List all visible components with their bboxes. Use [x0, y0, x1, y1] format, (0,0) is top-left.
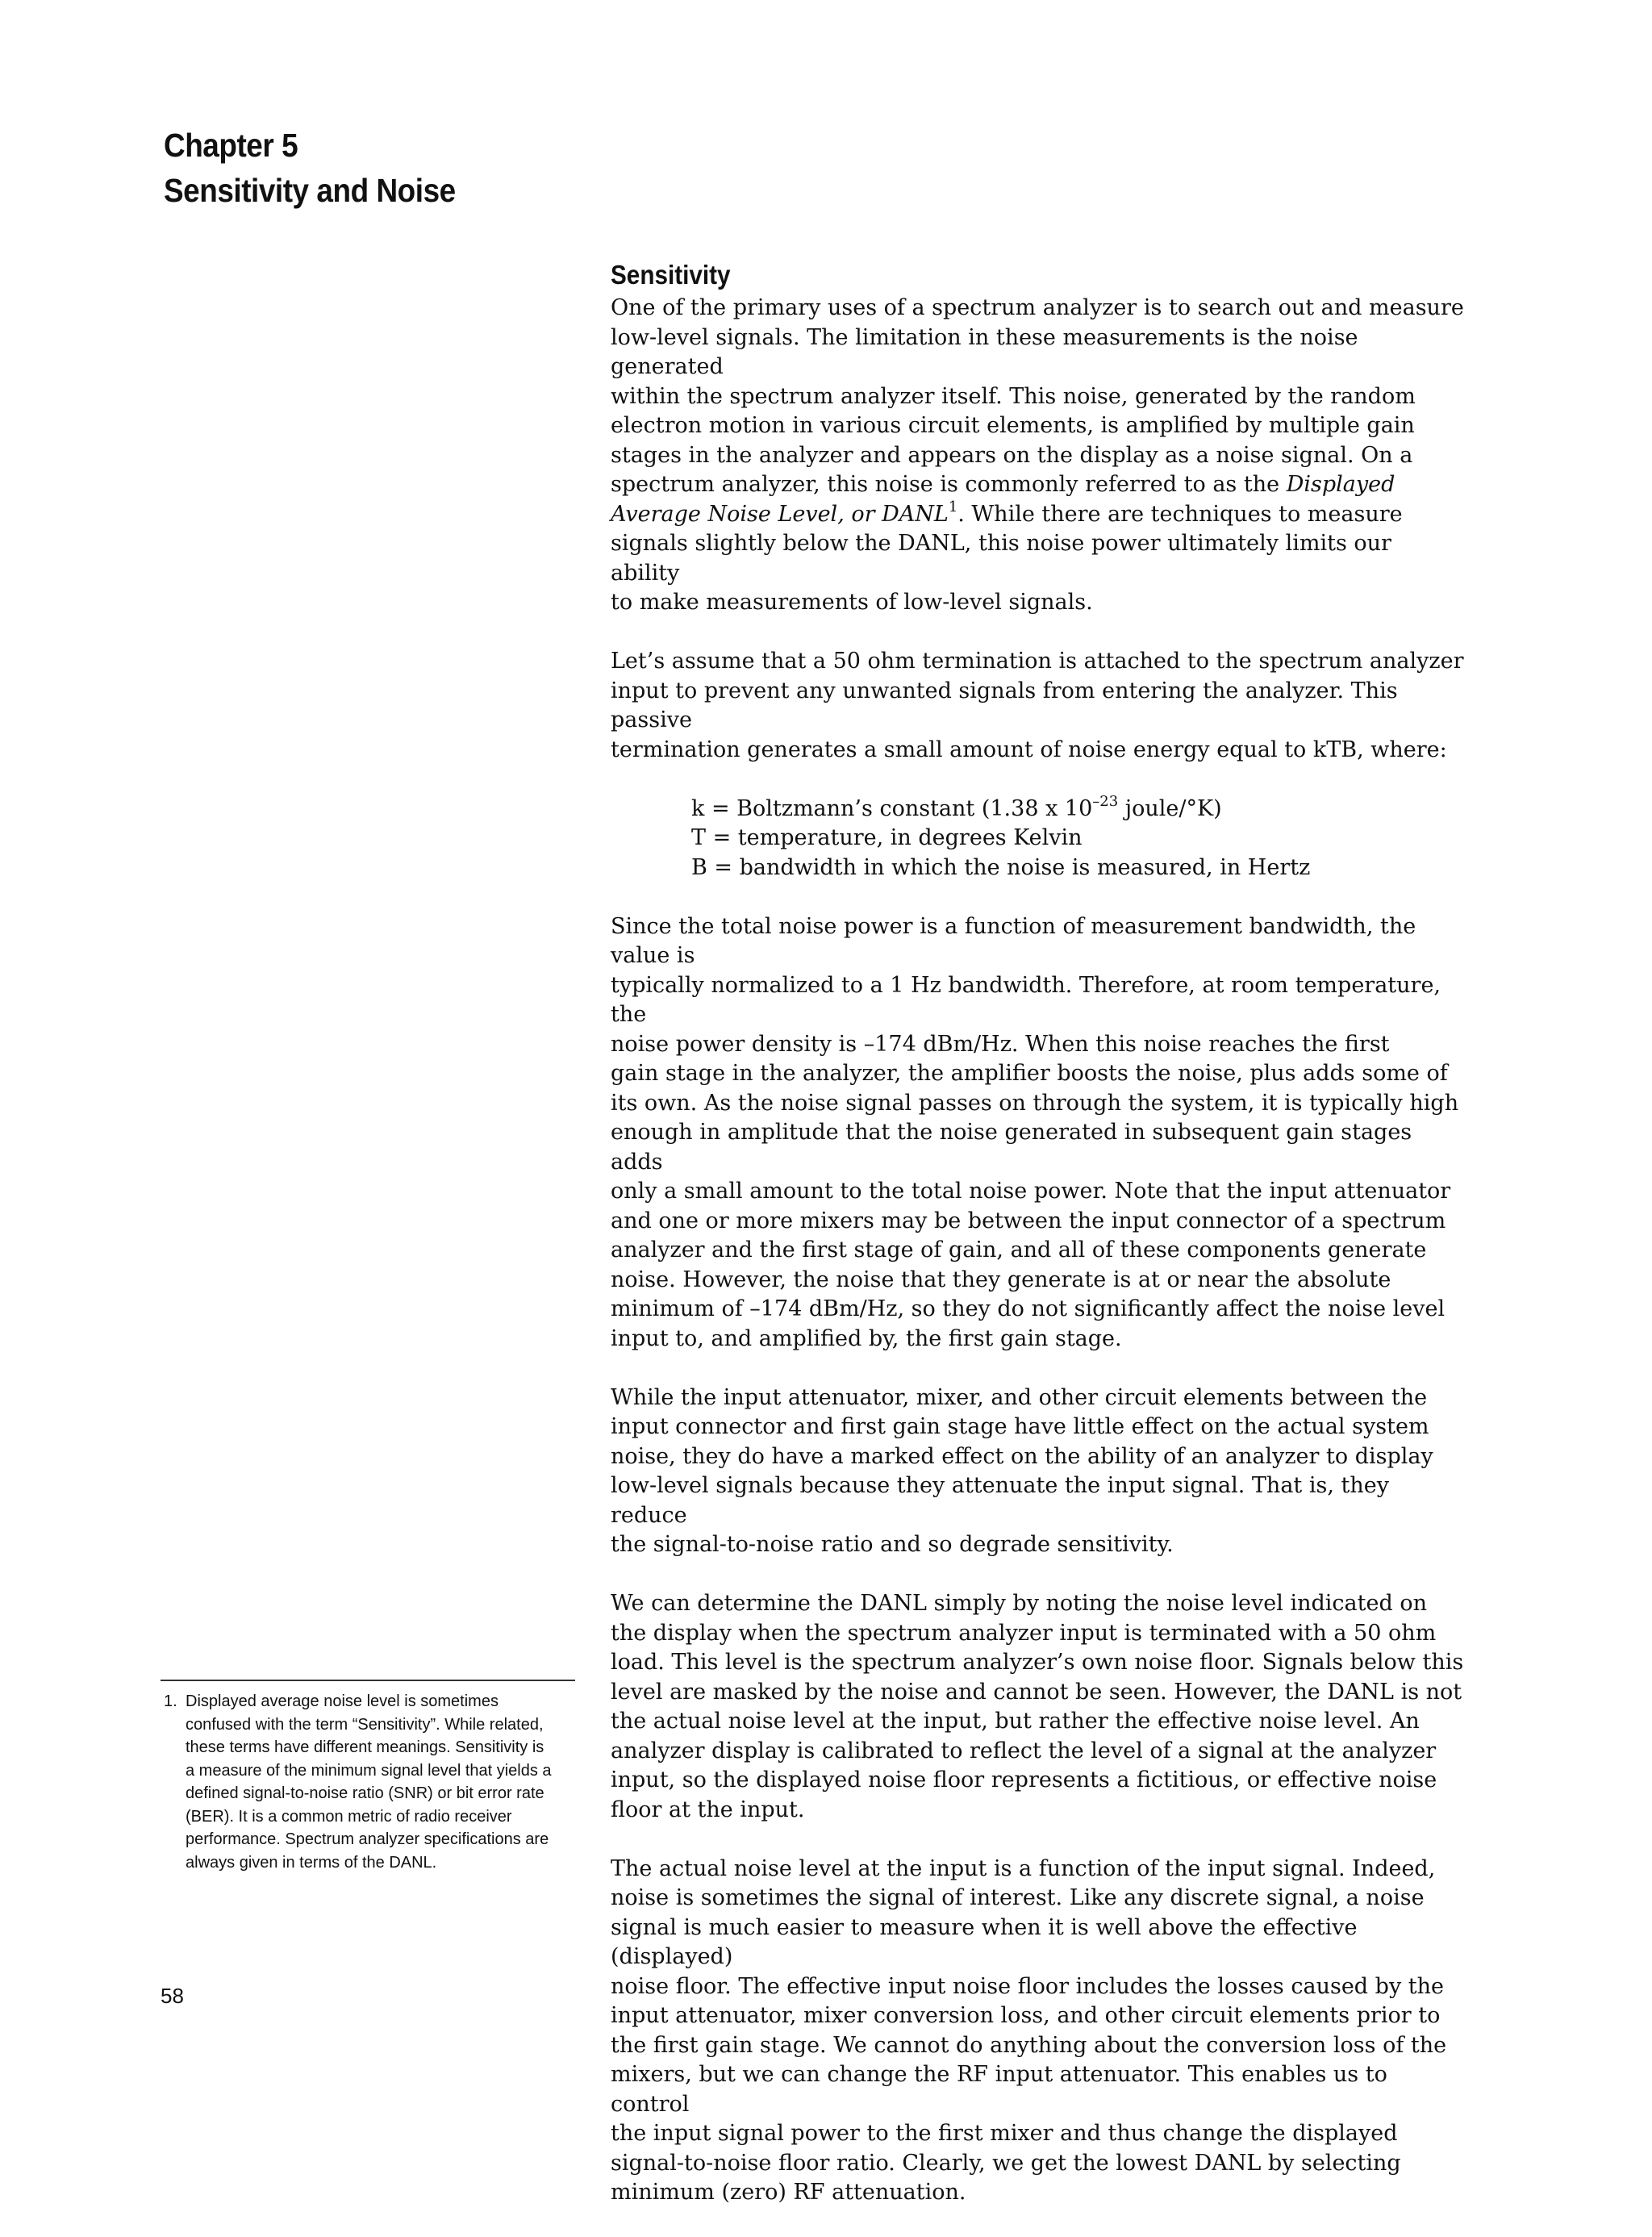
- footnote: [164, 1690, 575, 1874]
- variable-k: [691, 792, 1466, 824]
- danl-term: Displayed Average Noise Level, or DANL: [611, 472, 1395, 527]
- paragraph-intro: [611, 294, 1466, 618]
- chapter-heading: [164, 123, 456, 213]
- paragraph-input-noise: The actual noise level at the input is a function of the input signal. Indeed, noise is sometimes the signal of interest. Like any discrete signal, a noise signal is much easier to measure when it is well above the effective (displayed) noise floor. The effective input noise floor includes the losses caused by the input attenuator, mixer conversion loss, and other circuit elements prior to the first gain stage. We cannot do anything about the conversion loss of the mixers, but we can change the RF input attenuator. This enables us to control the input signal power to the first mixer and thus change the displayed signal-to-noise floor ratio. Clearly, we get the lowest DANL by selecting minimum (zero) RF attenuation.: [611, 1855, 1447, 2205]
- paragraph-intro-continued: . While there are techniques to measure signals slightly below the DANL, this noise power ultimately limits our ability to make measurements of low-level signals.: [611, 501, 1403, 615]
- paragraph-attenuator-effect: While the input attenuator, mixer, and other circuit elements between the input connector and first gain stage have little effect on the actual system noise, they do have a marked effect on the ability of an analyzer to display low-level signals because they attenuate the input signal. That is, they reduce the signal-to-noise ratio and so degrade sensitivity.: [611, 1384, 1433, 1557]
- variable-b: B = bandwidth in which the noise is measured, in Hertz: [691, 854, 1311, 880]
- footnote-text: Displayed average noise level is sometimes confused with the term “Sensitivity”. While related, these terms have different meanings. Sensitivity is a measure of the minimum signal level that yields a defined signal-to-noise ratio (SNR) or bit error rate (BER). It is a common metric of radio receiver performance. Spectrum analyzer specifications are always given in terms of the DANL.: [186, 1692, 552, 1872]
- variable-k-text: k = Boltzmann’s constant (1.38 x 10: [691, 795, 1093, 821]
- variable-k-unit: joule/°K): [1118, 795, 1222, 821]
- footnote-divider: [161, 1680, 575, 1681]
- paragraph-intro-text: One of the primary uses of a spectrum analyzer is to search out and measure low-level signals. The limitation in these measurements is the noise generated within the spectrum analyzer itself. This noise, generated by the random electron motion in various circuit elements, is amplified by multiple gain stages in the analyzer and appears on the display as a noise signal. On a spectrum analyzer, this noise is commonly referred to as the: [611, 295, 1464, 497]
- page-number: 58: [161, 1984, 184, 2008]
- exponent: –23: [1092, 792, 1119, 810]
- chapter-title: Sensitivity and Noise: [164, 172, 456, 209]
- chapter-number: Chapter 5: [164, 127, 298, 164]
- footnote-reference[interactable]: 1: [948, 498, 958, 515]
- footnote-number: 1.: [164, 1692, 177, 1710]
- ktb-variable-list: [691, 792, 1466, 883]
- main-text-column: [611, 257, 1466, 2237]
- paragraph-danl-determination: We can determine the DANL simply by noting the noise level indicated on the display when the spectrum analyzer input is terminated with a 50 ohm load. This level is the spectrum analyzer’s own noise floor. Signals below this level are masked by the noise and cannot be seen. However, the DANL is not the actual noise level at the input, but rather the effective noise level. An analyzer display is calibrated to reflect the level of a signal at the analyzer input, so the displayed noise floor represents a fictitious, or effective noise floor at the input.: [611, 1591, 1464, 1822]
- paragraph-termination: Let’s assume that a 50 ohm termination is attached to the spectrum analyzer input to prevent any unwanted signals from entering the analyzer. This passive termination generates a small amount of noise energy equal to kTB, where:: [611, 649, 1464, 762]
- section-heading: Sensitivity: [611, 260, 731, 290]
- paragraph-noise-power: Since the total noise power is a function of measurement bandwidth, the value is typically normalized to a 1 Hz bandwidth. Therefore, at room temperature, the noise power density is –174 dBm/Hz. When this noise reaches the first gain stage in the analyzer, the amplifier boosts the noise, plus adds some of its own. As the noise signal passes on through the system, it is typically high enough in amplitude that the noise generated in subsequent gain stages adds only a small amount to the total noise power. Note that the input attenuator and one or more mixers may be between the input connector of a spectrum analyzer and the first stage of gain, and all of these components generate noise. However, the noise that they generate is at or near the absolute minimum of –174 dBm/Hz, so they do not significantly affect the noise level input to, and amplified by, the first gain stage.: [611, 913, 1459, 1351]
- variable-t: T = temperature, in degrees Kelvin: [691, 825, 1083, 850]
